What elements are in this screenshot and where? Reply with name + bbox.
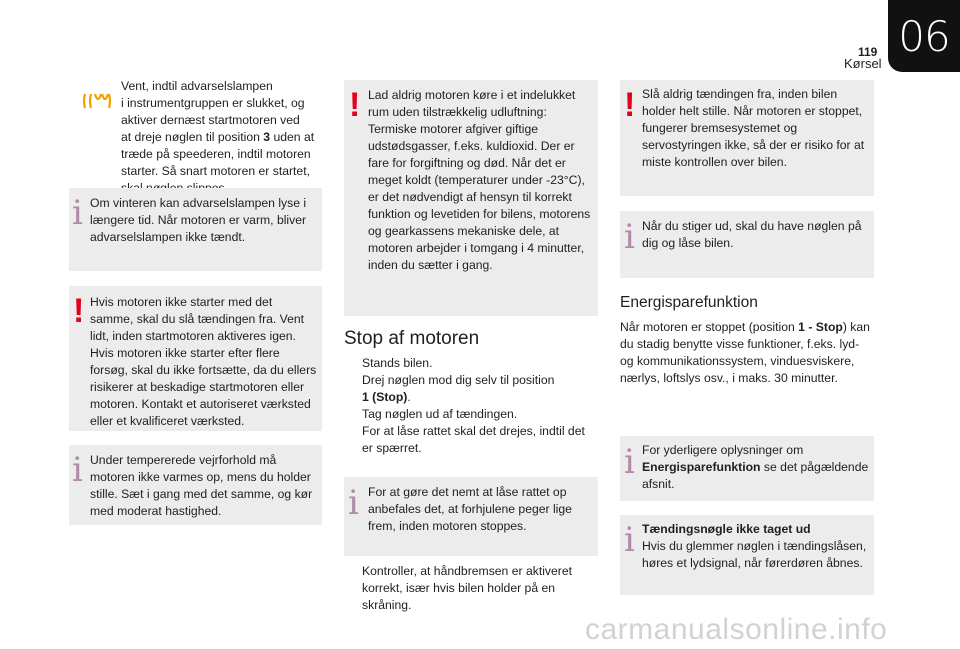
info-weather-text: Under tempererede vejrforhold må motoren ikke varmes op, mens du holder stille. Sæt i gang med det samme, og kør med moderat hastighed. — [90, 453, 313, 518]
list-item: Kontroller, at håndbremsen er aktiveret korrekt, især hvis bilen holder på en skråning. — [362, 564, 573, 612]
info-icon: i — [72, 450, 83, 490]
info-winter-text: Om vinteren kan advarselslampen lyse i længere tid. Når motoren er varm, bliver advarselslampen ikke tændt. — [90, 196, 307, 244]
info-icon: i — [348, 483, 359, 523]
list-item: Tag nøglen ud af tændingen. — [362, 407, 518, 421]
info-key-left-title: Tændingsnøgle ikke taget ud — [642, 522, 811, 536]
glow-plug-text: Vent, indtil advarselslampen i instrumentgruppen er slukket, og aktiver dernæst startmotoren ved at dreje nøglen til position 3 uden at træde på speederen, indtil motoren starter. Så snart motoren er startet, — [121, 79, 315, 178]
warning-ventilation-text: Lad aldrig motoren køre i et indelukket rum uden tilstrækkelig udluftning: Termiske motorer afgiver giftige udstødsgasser, f.eks. kuldioxid. Der er fare for forgiftning og død. Når det er meget koldt (temperaturer under -23°C), er det nødvendigt af hensyn til korrekt funktion og levetiden for bilens, motorens og gearkassens mekaniske dele, at motoren arbejder i tomgang i 4 minutter, inden du sætter i gang. — [368, 88, 591, 272]
warning-start-text: Hvis motoren ikke starter med det samme, skal du slå tændingen fra. Vent lidt, inden startmotoren aktiveres igen. Hvis motoren ikke starter efter flere forsøg, skal du ikke fortsætte, da du ellers risikerer at beskadige startmotoren eller motoren. Kontakt et autoriseret værksted eller et kvalificeret værksted. — [90, 295, 317, 428]
warning-icon: ! — [624, 86, 636, 124]
list-item: Stands bilen. — [362, 356, 433, 370]
page-number: 119 — [858, 45, 878, 59]
energy-paragraph: Når motoren er stoppet (position 1 - Stop) kan du stadig benytte visse funktioner, f.eks. lyd- og kommunikationssystem, vinduesviskere, nærlys, loftslys osv., i maks. 30 minutter. — [620, 320, 870, 385]
warning-icon: ! — [73, 292, 85, 330]
info-key-text: Når du stiger ud, skal du have nøglen på dig og låse bilen. — [642, 219, 862, 250]
chapter-tab: 06 — [888, 0, 960, 72]
section-heading-stop: Stop af motoren — [344, 328, 480, 349]
info-energy-text: For yderligere oplysninger om Energisparefunktion se det pågældende afsnit. — [642, 443, 869, 491]
info-icon: i — [624, 520, 635, 560]
warning-ignition-text: Slå aldrig tændingen fra, inden bilen holder helt stille. Når motoren er stoppet, fungerer bremsesystemet og servostyringen ikke, så der er risiko for at miste kontrollen over bilen. — [642, 87, 865, 169]
info-icon: i — [624, 217, 635, 257]
stop-steps-list — [344, 355, 598, 457]
glow-plug-icon — [82, 92, 116, 110]
info-icon: i — [624, 442, 635, 482]
section-title: Kørsel — [844, 56, 882, 71]
info-steering-text: For at gøre det nemt at låse rattet op anbefales det, at forhjulene peger lige frem, inden motoren stoppes. — [368, 485, 572, 533]
info-key-left-text: Tændingsnøgle ikke taget ud Hvis du glemmer nøglen i tændingslåsen, høres et lydsignal, når førerdøren åbnes. — [642, 522, 867, 570]
section-heading-energy: Energisparefunktion — [620, 294, 758, 311]
list-item: Drej nøglen mod dig selv til position 1 (Stop). — [362, 373, 555, 404]
watermark: carmanualsonline.info — [585, 613, 888, 646]
list-item: For at låse rattet skal det drejes, indtil det er spærret. — [362, 424, 585, 455]
info-icon: i — [72, 193, 83, 233]
warning-icon: ! — [349, 86, 361, 124]
final-step-list — [344, 563, 598, 614]
